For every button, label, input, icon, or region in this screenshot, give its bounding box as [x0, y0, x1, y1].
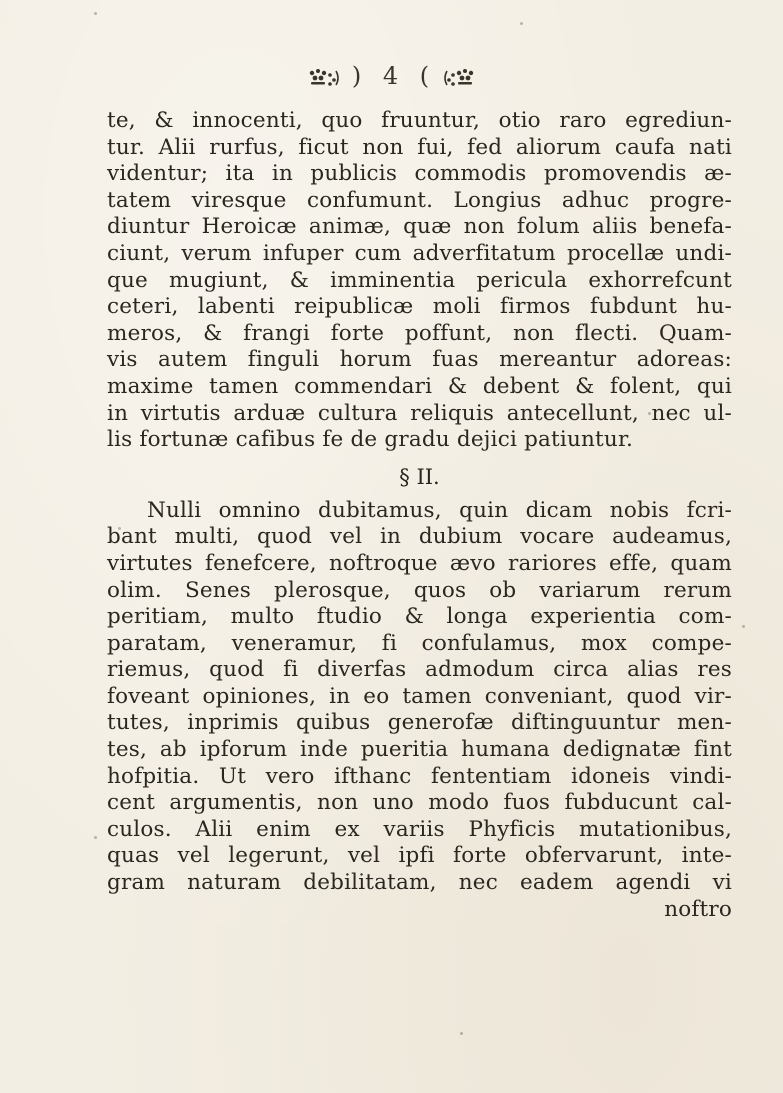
text-line: in virtutis arduæ cultura reliquis antecellunt, nec ul-	[107, 400, 732, 426]
text-line: peritiam, multo ftudio & longa experientia com-	[107, 604, 732, 630]
catchword: noftro	[664, 896, 732, 922]
text-line: tur. Alii rurfus, ficut non fui, fed aliorum caufa nati	[107, 134, 732, 160]
page-header	[0, 62, 783, 90]
text-line: foveant opiniones, in eo tamen conveniant, quod vir-	[107, 683, 732, 709]
text-line: meros, & frangi forte poffunt, non flecti. Quam-	[107, 320, 732, 346]
paper-speck	[94, 12, 97, 15]
left-ornament-icon	[306, 67, 342, 89]
right-paren: (	[419, 62, 432, 90]
text-line: olim. Senes plerosque, quos ob variarum rerum	[107, 577, 732, 603]
text-line: maxime tamen commendari & debent & folent, qui	[107, 373, 732, 399]
body-text	[107, 108, 732, 923]
text-line: tes, ab ipforum inde pueritia humana dedignatæ fint	[107, 737, 732, 763]
right-ornament-icon	[441, 67, 477, 89]
text-line: ciunt, verum infuper cum adverfitatum procellæ undi-	[107, 240, 732, 266]
text-line: videntur; ita in publicis commodis promovendis æ-	[107, 161, 732, 187]
paper-speck	[94, 836, 97, 839]
section-heading: § II.	[399, 464, 440, 489]
paragraph-2	[107, 498, 732, 924]
text-line: ceteri, labenti reipublicæ moli firmos fubdunt hu-	[107, 294, 732, 320]
text-line: tatem viresque confumunt. Longius adhuc progre-	[107, 187, 732, 213]
text-line: paratam, veneramur, fi confulamus, mox compe-	[107, 630, 732, 656]
text-line: vis autem finguli horum fuas mereantur adoreas:	[107, 347, 732, 373]
text-line: riemus, quod fi diverfas admodum circa alias res	[107, 657, 732, 683]
left-paren: )	[351, 62, 364, 90]
text-line: te, & innocenti, quo fruuntur, otio raro egrediun-	[107, 108, 732, 133]
text-line: quas vel legerunt, vel ipfi forte obfervarunt, inte-	[107, 843, 732, 869]
paper-speck	[742, 625, 745, 628]
text-line: bant multi, quod vel in dubium vocare audeamus,	[107, 524, 732, 550]
text-line: hofpitia. Ut vero ifthanc fententiam idoneis vindi-	[107, 763, 732, 789]
text-line: Nulli omnino dubitamus, quin dicam nobis fcri-	[147, 497, 732, 523]
paragraph-1	[107, 108, 732, 454]
paper-speck	[118, 527, 121, 530]
paper-speck	[460, 1032, 463, 1035]
text-line: culos. Alii enim ex variis Phyficis mutationibus,	[107, 816, 732, 842]
text-line: gram naturam debilitatam, nec eadem agendi vi	[107, 870, 732, 896]
text-line: que mugiunt, & imminentia pericula exhorrefcunt	[107, 267, 732, 293]
page-number: 4	[382, 62, 401, 90]
text-line: lis fortunæ cafibus fe de gradu dejici patiuntur.	[107, 427, 634, 453]
text-line: virtutes fenefcere, noftroque ævo rariores effe, quam	[107, 550, 732, 576]
text-line: diuntur Heroicæ animæ, quæ non folum aliis benefa-	[107, 214, 732, 240]
paper-speck	[648, 412, 651, 415]
text-line: cent argumentis, non uno modo fuos fubducunt cal-	[107, 790, 732, 816]
text-line: tutes, inprimis quibus generofæ diftinguuntur men-	[107, 710, 732, 736]
paper-speck	[520, 22, 523, 25]
